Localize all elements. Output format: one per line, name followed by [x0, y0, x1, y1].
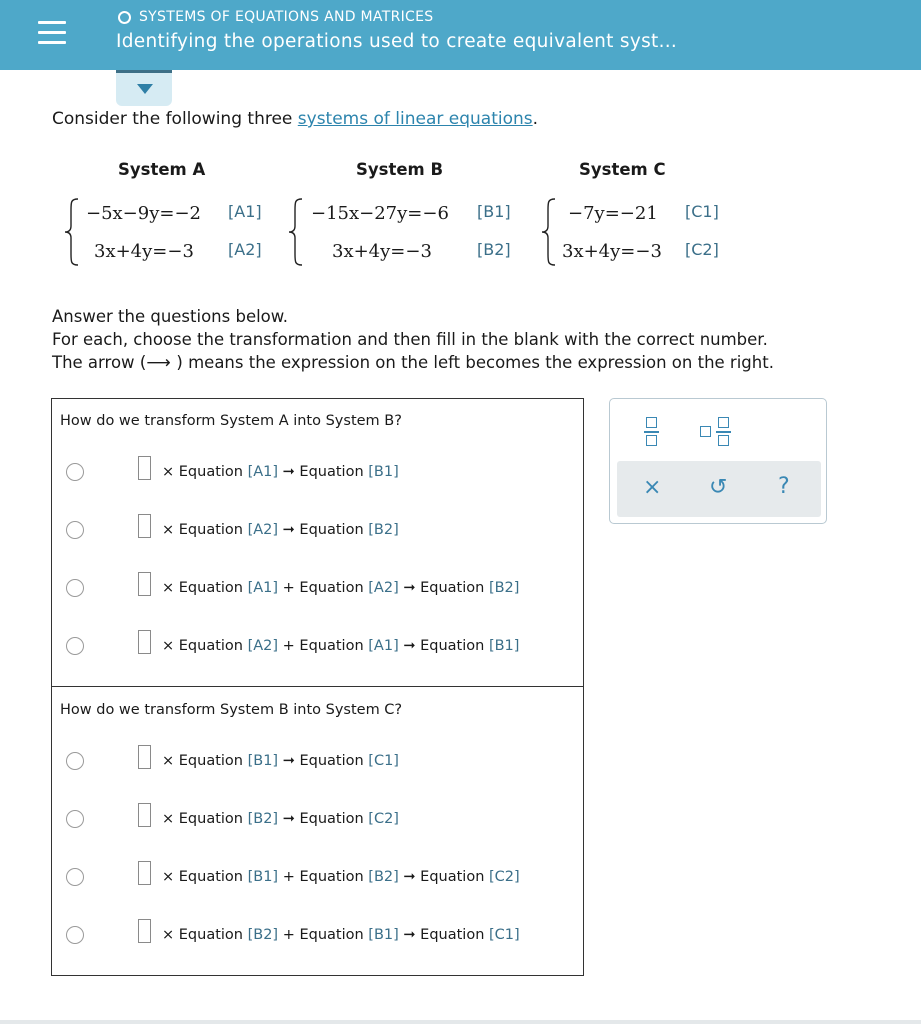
- mixed-number-icon[interactable]: [700, 417, 734, 447]
- equation-tag-b1: [B1]: [477, 202, 511, 221]
- number-blank-input[interactable]: [138, 745, 151, 769]
- math-tools-panel: [609, 398, 827, 524]
- transformation-text: [162, 580, 519, 596]
- equation-reference: [C2]: [489, 869, 520, 885]
- instructions-line-2: For each, choose the transformation and then fill in the blank with the correct number.: [52, 330, 768, 349]
- equation-tag-a1: [A1]: [228, 202, 262, 221]
- equation-a1: −5x−9y=−2: [86, 203, 202, 224]
- transformation-text: [162, 464, 399, 480]
- instructions-line-3-prefix: The arrow: [52, 353, 140, 372]
- transformation-text: [162, 522, 399, 538]
- equation-tag-c2: [C2]: [685, 240, 719, 259]
- transformation-part: × Equation: [162, 927, 248, 943]
- radio-button[interactable]: [66, 868, 84, 886]
- answer-option[interactable]: [66, 923, 566, 949]
- transformation-part: × Equation: [162, 522, 248, 538]
- intro-text: [52, 109, 538, 129]
- transformation-text: [162, 869, 520, 885]
- equation-reference: [A2]: [247, 638, 279, 654]
- radio-button[interactable]: [66, 521, 84, 539]
- equation-c2: 3x+4y=−3: [562, 241, 662, 262]
- radio-button[interactable]: [66, 810, 84, 828]
- instructions-line-3: [52, 351, 912, 375]
- radio-button[interactable]: [66, 579, 84, 597]
- radio-button[interactable]: [66, 926, 84, 944]
- transformation-text: [162, 753, 399, 769]
- radio-button[interactable]: [66, 463, 84, 481]
- number-blank-input[interactable]: [138, 861, 151, 885]
- number-blank-input[interactable]: [138, 919, 151, 943]
- transformation-part: × Equation: [162, 869, 248, 885]
- question-panel: [51, 398, 584, 976]
- instructions-line-3-suffix: means the expression on the left becomes the expression on the right.: [182, 353, 774, 372]
- transformation-part: × Equation: [162, 638, 248, 654]
- answer-option[interactable]: [66, 749, 566, 775]
- radio-button[interactable]: [66, 637, 84, 655]
- number-blank-input[interactable]: [138, 514, 151, 538]
- question-1-prompt: How do we transform System A into System B?: [60, 413, 402, 429]
- answer-option[interactable]: [66, 634, 566, 660]
- equation-reference: [B1]: [368, 464, 399, 480]
- number-blank-input[interactable]: [138, 803, 151, 827]
- instructions: [52, 305, 912, 375]
- transformation-text: [162, 638, 519, 654]
- equation-b1: −15x−27y=−6: [311, 203, 449, 224]
- transformation-part: × Equation: [162, 753, 248, 769]
- system-b-heading: System B: [356, 160, 444, 179]
- equation-reference: [C2]: [368, 811, 399, 827]
- equation-reference: [B2]: [247, 811, 279, 827]
- menu-icon[interactable]: [38, 21, 66, 45]
- transformation-part: ➞ Equation: [278, 811, 369, 827]
- radio-button[interactable]: [66, 752, 84, 770]
- clear-button[interactable]: ×: [643, 475, 662, 500]
- intro-suffix: .: [532, 109, 539, 129]
- transformation-part: + Equation: [278, 580, 369, 596]
- transformation-part: ➞ Equation: [398, 927, 489, 943]
- equation-a2: 3x+4y=−3: [94, 241, 194, 262]
- system-c-heading: System C: [579, 160, 666, 179]
- transformation-part: × Equation: [162, 580, 248, 596]
- collapse-toggle-button[interactable]: [116, 70, 172, 106]
- left-brace-icon: [541, 198, 557, 266]
- intro-prefix: Consider the following three: [52, 109, 298, 129]
- equation-reference: [C1]: [489, 927, 520, 943]
- equation-reference: [B1]: [488, 638, 520, 654]
- number-blank-input[interactable]: [138, 630, 151, 654]
- equation-reference: [B2]: [368, 522, 399, 538]
- header-bar: [0, 0, 921, 70]
- transformation-part: ➞ Equation: [398, 638, 489, 654]
- answer-option[interactable]: [66, 807, 566, 833]
- equation-reference: [B1]: [368, 927, 399, 943]
- question-2-prompt: How do we transform System B into System C?: [60, 702, 403, 718]
- topic-text: SYSTEMS OF EQUATIONS AND MATRICES: [139, 9, 434, 25]
- question-divider: [52, 686, 583, 687]
- undo-button[interactable]: ↺: [709, 475, 728, 500]
- system-a-heading: System A: [118, 160, 206, 179]
- equation-tag-a2: [A2]: [228, 240, 262, 259]
- help-button[interactable]: ?: [778, 474, 790, 499]
- caret-down-icon: [137, 84, 153, 94]
- transformation-part: + Equation: [278, 638, 369, 654]
- equation-reference: [B1]: [247, 753, 279, 769]
- answer-option[interactable]: [66, 865, 566, 891]
- equation-reference: [A1]: [368, 638, 399, 654]
- answer-option[interactable]: [66, 460, 566, 486]
- tools-bottom-row: [617, 461, 821, 517]
- equation-tag-b2: [B2]: [477, 240, 511, 259]
- equation-tag-c1: [C1]: [685, 202, 719, 221]
- equation-reference: [B2]: [488, 580, 520, 596]
- transformation-part: × Equation: [162, 811, 248, 827]
- equation-reference: [B2]: [368, 869, 399, 885]
- equation-reference: [A1]: [247, 580, 279, 596]
- transformation-part: + Equation: [278, 927, 369, 943]
- equation-b2: 3x+4y=−3: [332, 241, 432, 262]
- equation-reference: [A1]: [247, 464, 279, 480]
- equation-reference: [B2]: [247, 927, 279, 943]
- transformation-part: ➞ Equation: [398, 869, 489, 885]
- bottom-divider: [0, 1020, 921, 1024]
- transformation-part: + Equation: [278, 869, 369, 885]
- page-title: Identifying the operations used to create equivalent syst...: [116, 31, 678, 52]
- arrow-symbol: (⟶ ): [139, 353, 183, 373]
- transformation-text: [162, 927, 520, 943]
- number-blank-input[interactable]: [138, 456, 151, 480]
- transformation-part: × Equation: [162, 464, 248, 480]
- equation-reference: [B1]: [247, 869, 279, 885]
- tools-top-row: [610, 399, 826, 459]
- transformation-part: ➞ Equation: [278, 464, 369, 480]
- left-brace-icon: [64, 198, 80, 266]
- topic-label: [118, 9, 433, 25]
- number-blank-input[interactable]: [138, 572, 151, 596]
- transformation-text: [162, 811, 399, 827]
- left-brace-icon: [288, 198, 304, 266]
- fraction-icon[interactable]: [644, 417, 660, 447]
- equation-c1: −7y=−21: [568, 203, 658, 224]
- transformation-part: ➞ Equation: [278, 522, 369, 538]
- equation-reference: [A2]: [247, 522, 279, 538]
- transformation-part: ➞ Equation: [278, 753, 369, 769]
- answer-option[interactable]: [66, 518, 566, 544]
- transformation-part: ➞ Equation: [398, 580, 489, 596]
- equation-reference: [C1]: [368, 753, 399, 769]
- circle-icon: [118, 11, 131, 24]
- answer-option[interactable]: [66, 576, 566, 602]
- instructions-line-1: Answer the questions below.: [52, 307, 288, 326]
- systems-link[interactable]: systems of linear equations: [297, 109, 533, 129]
- equation-reference: [A2]: [368, 580, 399, 596]
